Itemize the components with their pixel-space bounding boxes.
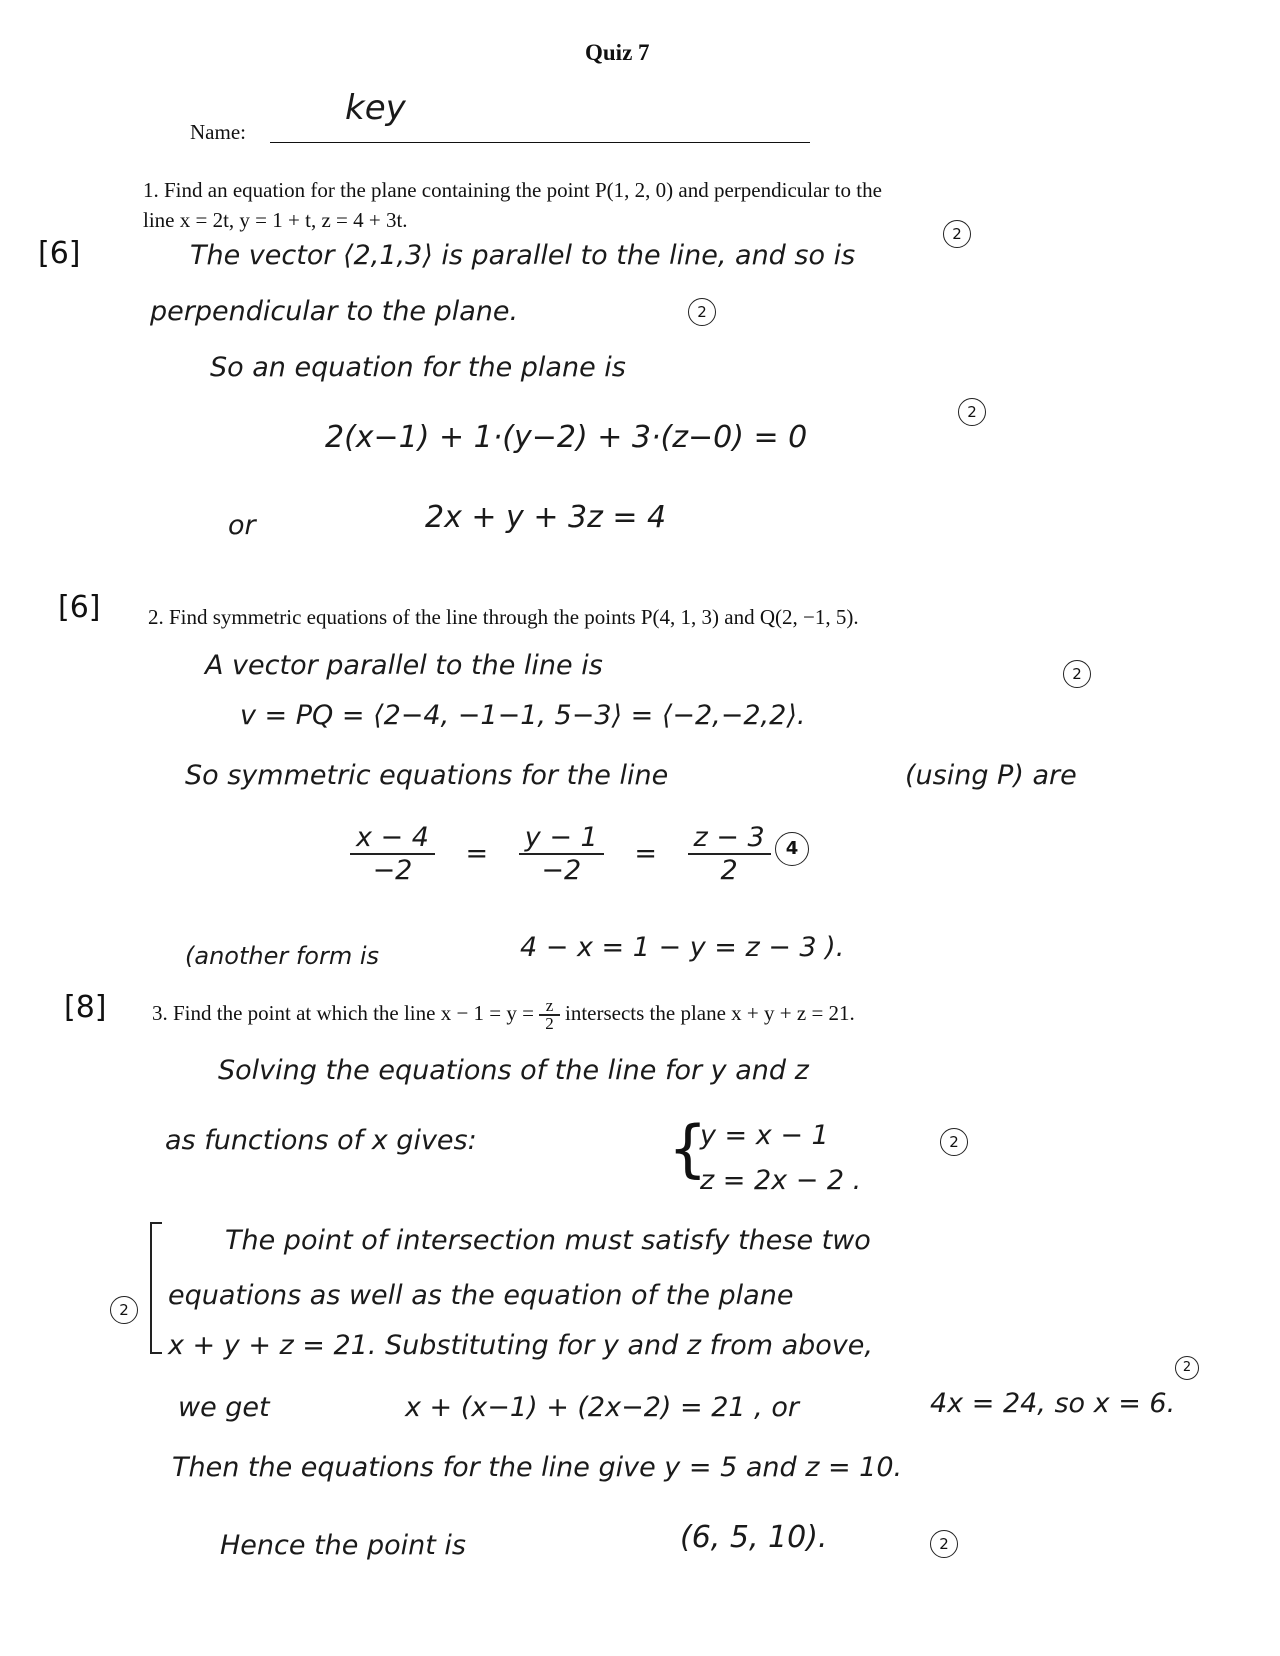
- q2-alternate-form: 4 − x = 1 − y = z − 3 ).: [520, 932, 845, 963]
- q1-score-mark-b: 2: [688, 298, 716, 326]
- q3-solution-line2: as functions of x gives:: [165, 1125, 477, 1156]
- q1-prompt-line1: 1. Find an equation for the plane containing the point P(1, 2, 0) and perpendicular to the: [143, 178, 882, 202]
- q1-solution-line1: The vector ⟨2,1,3⟩ is parallel to the line, and so is: [190, 240, 856, 271]
- q3-solution-line7: Then the equations for the line give y = 5 and z = 10.: [172, 1452, 903, 1483]
- q2-fraction-y: $\frac{y - 1}{-2}$: [519, 822, 604, 886]
- q2-fraction-x: $\frac{x - 4}{-2}$: [350, 822, 435, 886]
- q2-solution-line2: v = PQ = ⟨2−4, −1−1, 5−3⟩ = ⟨−2,−2,2⟩.: [240, 700, 806, 731]
- q2-score-mark-b: 4: [775, 832, 809, 866]
- q2-alternate-label: (another form is: [185, 942, 380, 970]
- q3-score-mark-c: 2: [1175, 1356, 1199, 1380]
- q2-solution-line1: A vector parallel to the line is: [205, 650, 603, 681]
- q3-solution-line4: equations as well as the equation of the plane: [168, 1280, 794, 1311]
- page-title: Quiz 7: [585, 40, 650, 65]
- q1-points: [6]: [38, 236, 81, 271]
- q1-score-mark-c: 2: [958, 398, 986, 426]
- q3-points: [8]: [64, 990, 107, 1025]
- q3-system-eq2: z = 2x − 2 .: [700, 1165, 862, 1196]
- q2-score-mark-a: 2: [1063, 660, 1091, 688]
- q3-solution-line1: Solving the equations of the line for y and z: [218, 1055, 809, 1086]
- q1-score-mark-a: 2: [943, 220, 971, 248]
- name-label: Name:: [190, 120, 246, 144]
- q3-solution-line6b: x + (x−1) + (2x−2) = 21 , or: [405, 1392, 799, 1423]
- q1-equation-simplified: 2x + y + 3z = 4: [425, 500, 667, 535]
- q2-solution-line3a: So symmetric equations for the line: [185, 760, 669, 791]
- q2-fraction-z: $\frac{z - 3}{2}$: [688, 822, 771, 886]
- q3-solution-line3: The point of intersection must satisfy these two: [225, 1225, 871, 1256]
- q3-answer: (6, 5, 10).: [680, 1520, 828, 1555]
- q2-symmetric-equations: $\frac{x - 4}{-2}$ = $\frac{y - 1}{-2}$ = $\frac{z - 3}{2}$: [350, 822, 771, 886]
- q3-score-mark-a: 2: [940, 1128, 968, 1156]
- q3-solution-line5: x + y + z = 21. Substituting for y and z from above,: [168, 1330, 873, 1361]
- q3-bracket: [150, 1222, 162, 1354]
- q3-solution-line6a: we get: [178, 1392, 270, 1423]
- q2-prompt: 2. Find symmetric equations of the line through the points P(4, 1, 3) and Q(2, −1, 5).: [148, 605, 859, 629]
- q1-or: or: [228, 510, 256, 541]
- q3-solution-line6c: 4x = 24, so x = 6.: [930, 1388, 1176, 1419]
- q3-score-mark-b: 2: [110, 1296, 138, 1324]
- q1-prompt-line2: line x = 2t, y = 1 + t, z = 4 + 3t.: [143, 208, 408, 232]
- q3-score-mark-d: 2: [930, 1530, 958, 1558]
- name-value: key: [345, 88, 406, 128]
- q3-solution-line8a: Hence the point is: [220, 1530, 466, 1561]
- q3-system-eq1: y = x − 1: [700, 1120, 829, 1151]
- q1-solution-line3: So an equation for the plane is: [210, 352, 626, 383]
- q1-equation-expanded: 2(x−1) + 1·(y−2) + 3·(z−0) = 0: [325, 420, 808, 455]
- name-underline: [270, 142, 810, 143]
- q1-solution-line2: perpendicular to the plane.: [150, 296, 519, 327]
- q3-system-brace: {: [668, 1112, 708, 1185]
- q2-solution-line3b: (using P) are: [905, 760, 1077, 791]
- q3-prompt: 3. Find the point at which the line x − 1 = y = $\frac{z}{2}$ intersects the plane x + y + z = 21.: [152, 996, 855, 1033]
- q2-points: [6]: [58, 590, 101, 625]
